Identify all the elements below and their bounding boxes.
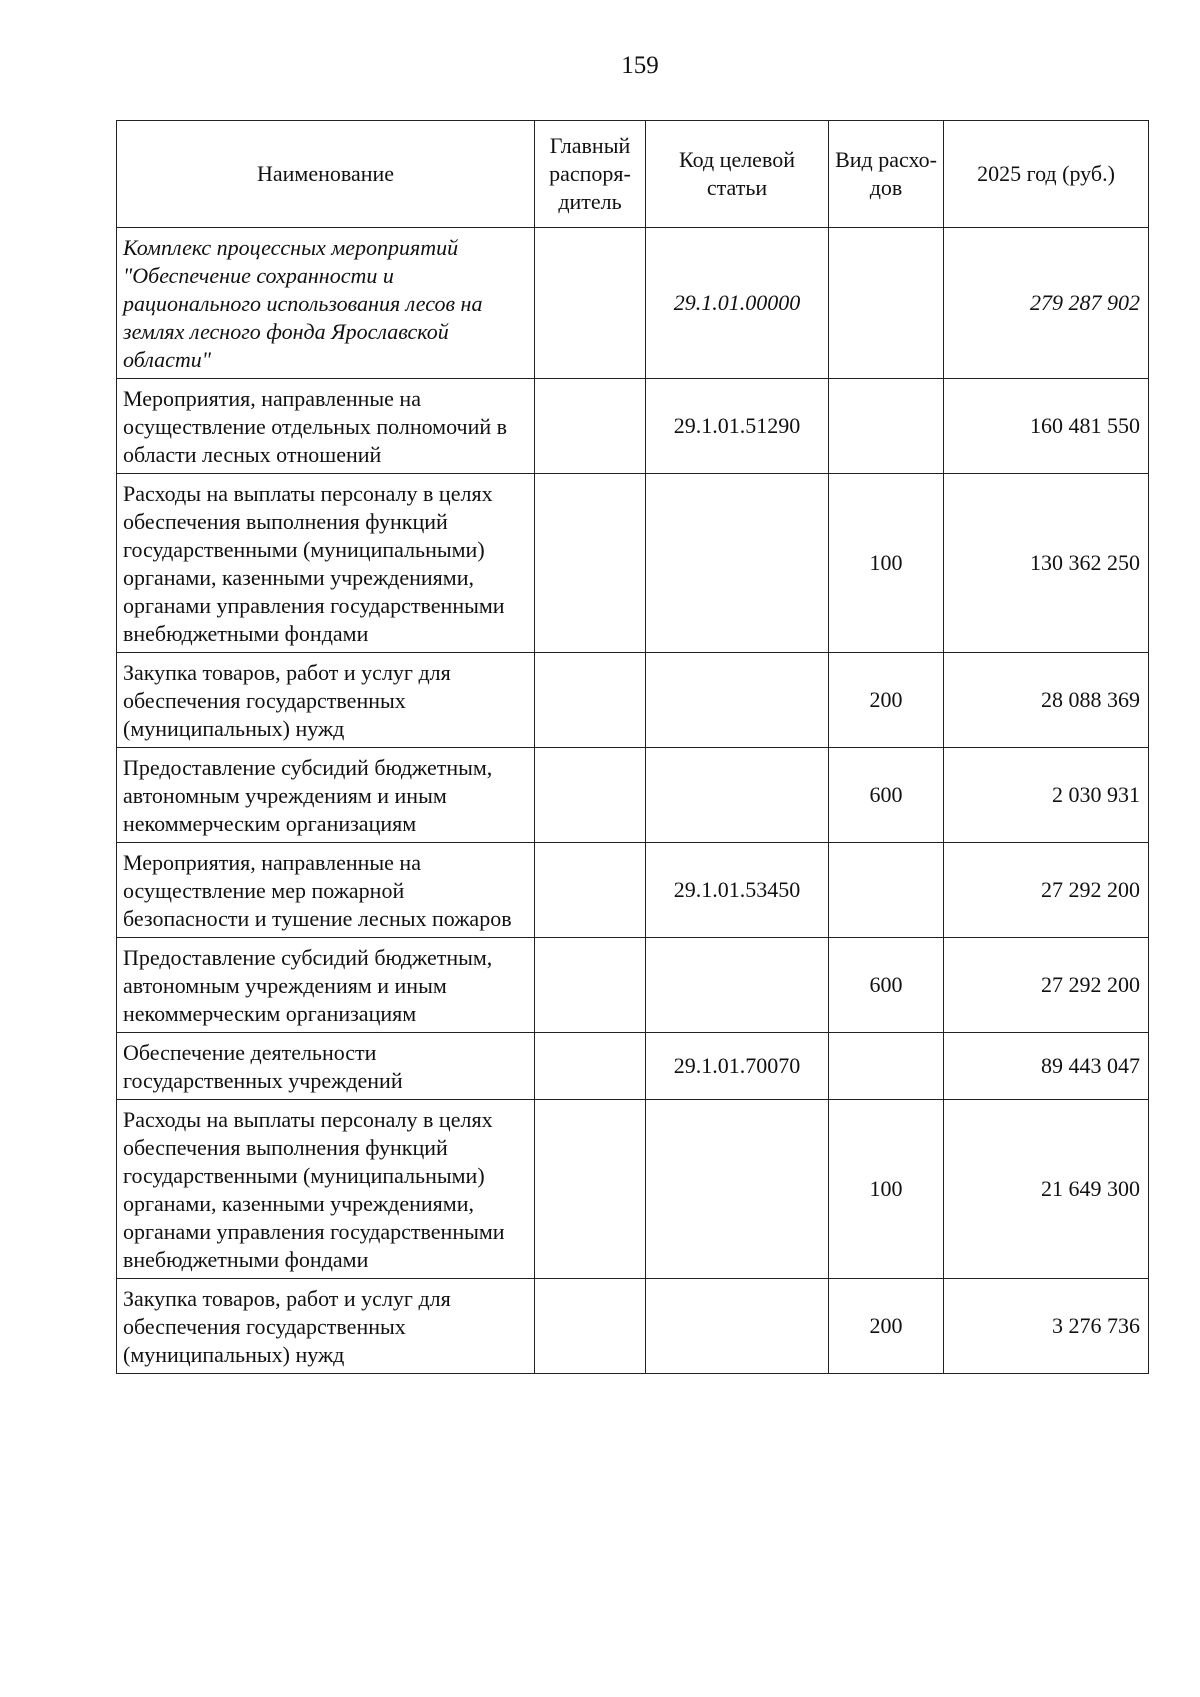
row-expense-type: 200 <box>829 1279 944 1374</box>
row-amount: 27 292 200 <box>944 843 1149 938</box>
row-name: Закупка товаров, работ и услуг для обеспечения государственных (муниципальных) нужд <box>117 653 535 748</box>
row-target-code <box>646 938 829 1033</box>
row-main-manager <box>535 653 646 748</box>
row-target-code: 29.1.01.70070 <box>646 1033 829 1100</box>
row-amount: 89 443 047 <box>944 1033 1149 1100</box>
row-expense-type <box>829 228 944 379</box>
row-main-manager <box>535 1279 646 1374</box>
row-name: Мероприятия, направленные на осуществление отдельных полномочий в области лесных отношений <box>117 379 535 474</box>
row-name: Комплекс процессных мероприятий "Обеспечение сохранности и рационального использования лесов на землях лесного фонда Ярославской области" <box>117 228 535 379</box>
table-row <box>117 938 1149 1033</box>
row-expense-type: 100 <box>829 474 944 653</box>
row-name: Расходы на выплаты персоналу в целях обеспечения выполнения функций государственными (муниципальными) органами, казенными учреждениями, органами управления государственными внебюджетными фондами <box>117 1100 535 1279</box>
table-row <box>117 653 1149 748</box>
row-main-manager <box>535 379 646 474</box>
row-name: Закупка товаров, работ и услуг для обеспечения государственных (муниципальных) нужд <box>117 1279 535 1374</box>
row-amount: 160 481 550 <box>944 379 1149 474</box>
row-target-code: 29.1.01.53450 <box>646 843 829 938</box>
table-row <box>117 748 1149 843</box>
row-target-code <box>646 1100 829 1279</box>
page-number: 159 <box>621 52 659 79</box>
row-expense-type: 600 <box>829 938 944 1033</box>
row-amount: 28 088 369 <box>944 653 1149 748</box>
row-main-manager <box>535 1100 646 1279</box>
row-name: Расходы на выплаты персоналу в целях обеспечения выполнения функций государственными (муниципальными) органами, казенными учреждениями, органами управления государственными внебюджетными фондами <box>117 474 535 653</box>
row-target-code: 29.1.01.51290 <box>646 379 829 474</box>
row-amount: 2 030 931 <box>944 748 1149 843</box>
table-row <box>117 1033 1149 1100</box>
table-header-row <box>117 121 1149 228</box>
row-name: Мероприятия, направленные на осуществление мер пожарной безопасности и тушение лесных пожаров <box>117 843 535 938</box>
table-row <box>117 1100 1149 1279</box>
row-name: Предоставление субсидий бюджетным, автономным учреждениям и иным некоммерческим организациям <box>117 938 535 1033</box>
row-target-code <box>646 474 829 653</box>
table-row <box>117 1279 1149 1374</box>
row-amount: 130 362 250 <box>944 474 1149 653</box>
row-amount: 3 276 736 <box>944 1279 1149 1374</box>
table-row <box>117 379 1149 474</box>
budget-table <box>116 120 1149 1374</box>
row-main-manager <box>535 938 646 1033</box>
row-expense-type <box>829 1033 944 1100</box>
row-main-manager <box>535 474 646 653</box>
row-target-code <box>646 1279 829 1374</box>
row-main-manager <box>535 843 646 938</box>
row-target-code <box>646 748 829 843</box>
row-name: Предоставление субсидий бюджетным, автономным учреждениям и иным некоммерческим организациям <box>117 748 535 843</box>
row-main-manager <box>535 748 646 843</box>
row-expense-type: 200 <box>829 653 944 748</box>
row-expense-type <box>829 379 944 474</box>
table-row <box>117 228 1149 379</box>
row-name: Обеспечение деятельности государственных учреждений <box>117 1033 535 1100</box>
table-row <box>117 843 1149 938</box>
row-main-manager <box>535 1033 646 1100</box>
header-name: Наименование <box>117 121 535 228</box>
header-expense-type: Вид расхо-дов <box>829 121 944 228</box>
header-target-code: Код целевой статьи <box>646 121 829 228</box>
header-amount-2025: 2025 год (руб.) <box>944 121 1149 228</box>
row-amount: 279 287 902 <box>944 228 1149 379</box>
row-amount: 21 649 300 <box>944 1100 1149 1279</box>
row-target-code: 29.1.01.00000 <box>646 228 829 379</box>
row-expense-type: 100 <box>829 1100 944 1279</box>
row-main-manager <box>535 228 646 379</box>
row-expense-type <box>829 843 944 938</box>
row-amount: 27 292 200 <box>944 938 1149 1033</box>
row-target-code <box>646 653 829 748</box>
table-row <box>117 474 1149 653</box>
row-expense-type: 600 <box>829 748 944 843</box>
header-main-manager: Главный распоря-дитель <box>535 121 646 228</box>
